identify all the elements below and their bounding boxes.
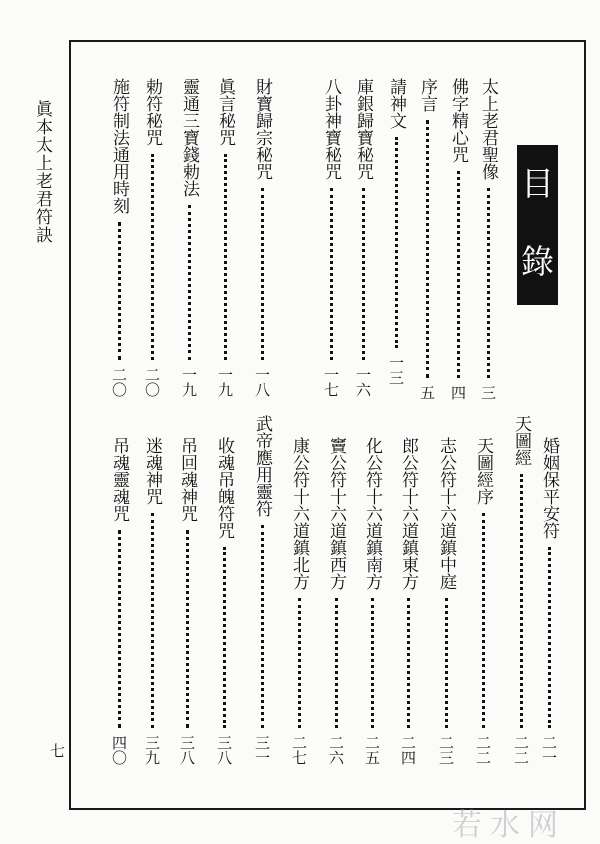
- toc-entry-title: 化公符十六道鎮南方: [362, 437, 382, 590]
- toc-entry-title: 序言: [417, 78, 437, 112]
- toc-entry-title: 竇公符十六道鎮西方: [326, 437, 346, 590]
- dot-leader: [330, 188, 333, 360]
- toc-entry-title: 武帝應用靈符: [252, 415, 272, 517]
- dot-leader: [118, 530, 121, 728]
- toc-entry-title: 靈通三寶錢勅法: [179, 78, 199, 197]
- toc-entry-title: 郎公符十六道鎮東方: [398, 437, 418, 590]
- toc-entry-page: 一九: [216, 367, 234, 397]
- toc-entry-page: 四: [449, 385, 467, 400]
- dot-leader: [261, 525, 264, 728]
- book-title: 眞本太上老君符訣: [32, 100, 52, 244]
- dot-leader: [426, 120, 429, 378]
- toc-entry-title: 財寶歸宗秘咒: [252, 78, 272, 180]
- toc-entry-page: 一八: [253, 367, 271, 397]
- toc-entry-title: 志公符十六道鎮中庭: [436, 437, 456, 590]
- toc-entry-title: 婚姻保平安符: [539, 437, 559, 539]
- dot-leader: [335, 598, 338, 728]
- watermark: 若水网: [452, 808, 566, 843]
- toc-entry-title: 太上老君聖像: [478, 78, 498, 180]
- toc-entry-page: 一七: [322, 367, 340, 397]
- toc-entry-title: 施符制法通用時刻: [109, 78, 129, 214]
- dot-leader: [118, 222, 121, 360]
- dot-leader: [151, 513, 154, 728]
- dot-leader: [362, 188, 365, 360]
- dot-leader: [445, 598, 448, 728]
- toc-entry-page: 三八: [178, 735, 196, 765]
- toc-entry-title: 八卦神寶秘咒: [321, 78, 341, 180]
- toc-entry-page: 二六: [327, 735, 345, 765]
- dot-leader: [151, 154, 154, 360]
- toc-entry-title: 勅符秘咒: [142, 78, 162, 146]
- toc-entry-page: 二〇: [110, 367, 128, 397]
- toc-entry-page: 二一: [540, 735, 558, 765]
- dot-leader: [188, 205, 191, 360]
- dot-leader: [261, 188, 264, 360]
- heading-char-2: 錄: [521, 242, 554, 281]
- contents-heading: [517, 145, 558, 305]
- toc-entry-title: 吊回魂神咒: [177, 437, 197, 522]
- toc-entry-page: 三八: [215, 735, 233, 765]
- toc-entry-title: 請神文: [386, 78, 406, 129]
- dot-leader: [457, 171, 460, 378]
- toc-entry-page: 二四: [399, 735, 417, 765]
- dot-leader: [520, 474, 523, 728]
- dot-leader: [407, 598, 410, 728]
- toc-entry-page: 一三: [387, 355, 405, 385]
- toc-entry-page: 二七: [290, 735, 308, 765]
- dot-leader: [371, 598, 374, 728]
- toc-entry-page: 三: [479, 385, 497, 400]
- toc-entry-page: 三九: [143, 735, 161, 765]
- toc-entry-title: 吊魂靈魂咒: [109, 437, 129, 522]
- toc-entry-page: 二二: [474, 735, 492, 765]
- toc-entry-title: 眞言秘咒: [215, 78, 235, 146]
- dot-leader: [298, 598, 301, 728]
- toc-entry-page: 一九: [180, 367, 198, 397]
- toc-entry-title: 收魂吊魄符咒: [214, 437, 234, 539]
- toc-entry-title: 佛字精心咒: [448, 78, 468, 163]
- toc-entry-page: 二五: [363, 735, 381, 765]
- dot-leader: [395, 137, 398, 348]
- dot-leader: [186, 530, 189, 728]
- toc-entry-page: 五: [418, 385, 436, 400]
- dot-leader: [487, 188, 490, 378]
- toc-entry-page: 一六: [354, 367, 372, 397]
- toc-entry-page: 四〇: [110, 735, 128, 765]
- toc-entry-title: 庫銀歸寶秘咒: [353, 78, 373, 180]
- dot-leader: [223, 547, 226, 728]
- toc-entry-title: 天圖經: [511, 415, 531, 466]
- toc-entry-page: 二〇: [143, 367, 161, 397]
- dot-leader: [482, 513, 485, 728]
- toc-entry-title: 康公符十六道鎮北方: [289, 437, 309, 590]
- toc-entry-page: 二二: [512, 735, 530, 765]
- toc-entry-page: 三一: [253, 735, 271, 765]
- toc-entry-title: 迷魂神咒: [142, 437, 162, 505]
- dot-leader: [224, 154, 227, 360]
- toc-entry-title: 天圖經序: [473, 437, 493, 505]
- toc-entry-page: 二三: [437, 735, 455, 765]
- heading-char-1: 目: [521, 164, 554, 203]
- dot-leader: [548, 547, 551, 728]
- folio-number: 七: [50, 742, 66, 760]
